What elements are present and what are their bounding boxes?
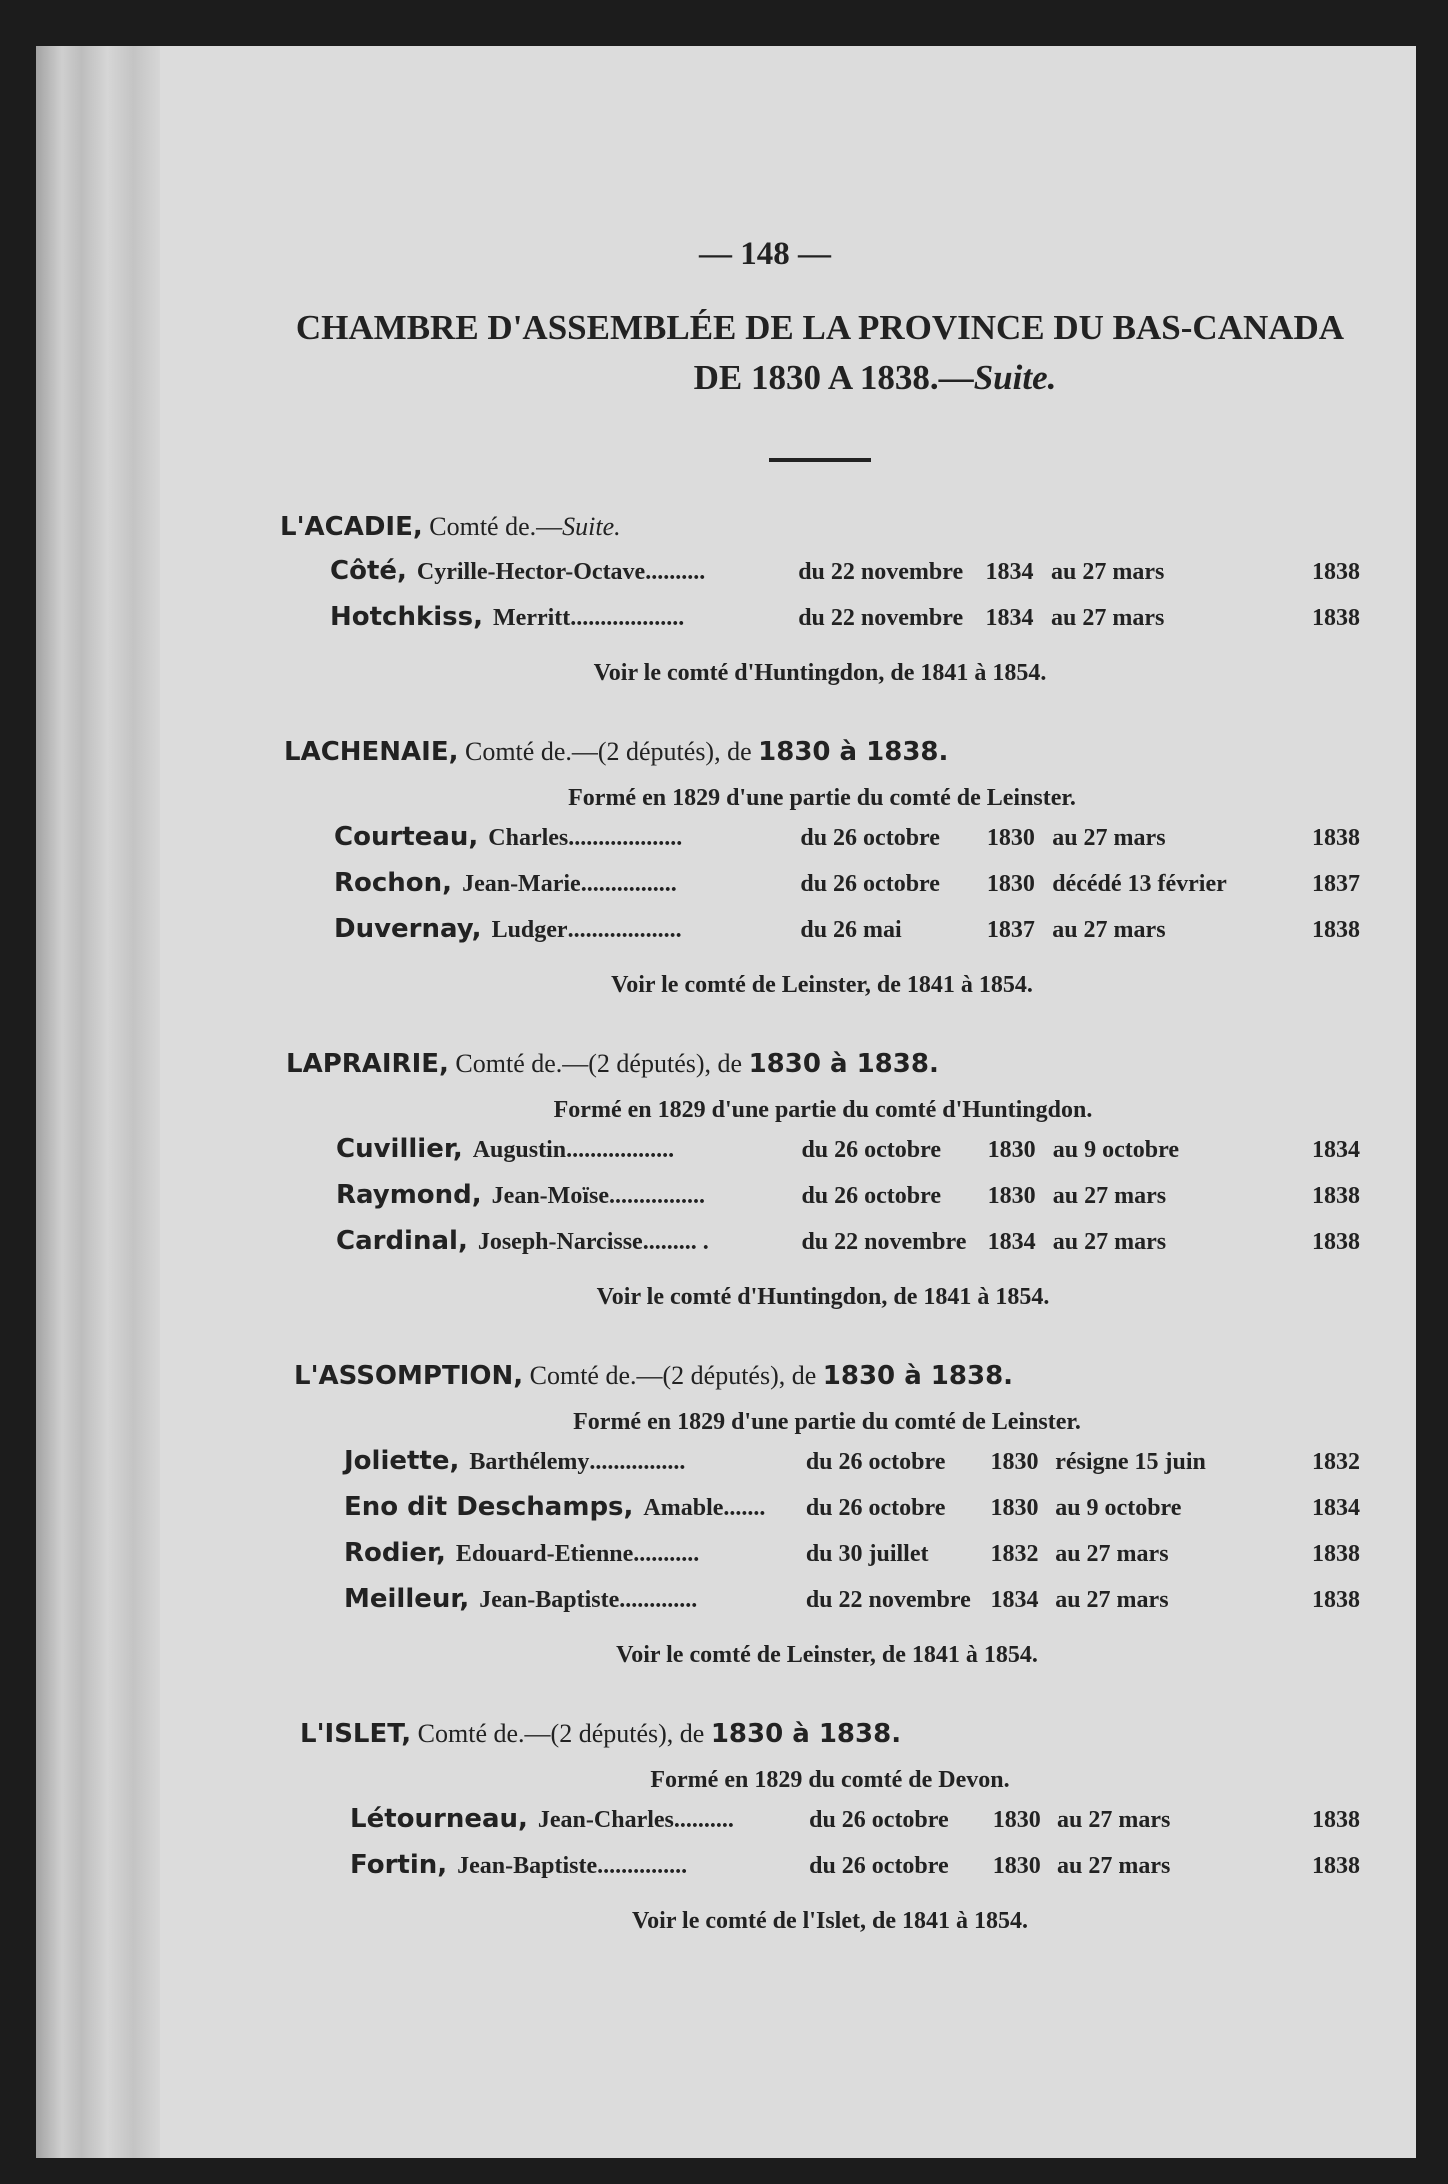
term-start-year: 1834 [985,559,1034,585]
member-given-name: Merritt [493,605,571,631]
page-title [280,303,1360,403]
member-row [294,1446,1360,1492]
leader-dots: ................... [567,917,682,943]
member-row [280,556,1360,602]
county-suffix: Comté de.—(2 députés), de [458,737,759,766]
member-name-cell [344,1584,806,1614]
member-surname: Duvernay, [334,914,482,944]
leader-dots: ................ [589,1449,686,1475]
county-heading [300,1719,1360,1749]
term-end: au 27 mars [1057,1807,1171,1833]
county-suffix: Comté de.—(2 députés), de [523,1361,823,1390]
formation-note: Formé en 1829 du comté de Devon. [650,1767,1010,1793]
member-row [284,914,1360,960]
term-end-year: 1838 [1312,1853,1360,1879]
member-name-cell [350,1850,809,1880]
term-end-year: 1837 [1312,871,1361,897]
county-suffix: Comté de.— [422,512,563,541]
book-page-edges [36,46,166,2158]
leader-dots: .......... [645,559,706,585]
term-end-year: 1834 [1312,1137,1360,1163]
member-list [286,1134,1360,1272]
member-row [300,1804,1360,1850]
term-end: résigne 15 juin [1055,1449,1206,1475]
member-row [286,1226,1360,1272]
term-start: du 22 novembre [798,559,964,585]
member-given-name: Augustin [472,1137,567,1163]
county-heading [286,1049,1360,1079]
page-number: — 148 — [699,236,831,272]
member-given-name: Jean-Baptiste [457,1853,598,1879]
member-given-name: Charles [488,825,569,851]
member-row [284,822,1360,868]
member-name-cell [334,914,800,944]
member-name-cell [334,868,800,898]
member-surname: Fortin, [350,1850,448,1880]
term-end-year: 1838 [1312,1807,1360,1833]
term-end: au 27 mars [1052,917,1166,943]
cross-reference: Voir le comté d'Huntingdon, de 1841 à 1854. [593,660,1047,686]
member-list [300,1804,1360,1896]
formation-note: Formé en 1829 d'une partie du comté de Leinster. [568,785,1076,811]
member-given-name: Amable [643,1495,724,1521]
term-end-year: 1838 [1312,605,1360,631]
county-suffix-italic: Suite. [562,512,621,541]
term-start: du 26 octobre [801,1137,942,1163]
term-end-year: 1838 [1312,825,1361,851]
term-start: du 26 octobre [805,1449,946,1475]
term-start-year: 1830 [990,1449,1039,1475]
leader-dots: ........... [633,1541,700,1567]
member-name-cell [334,822,800,852]
member-surname: Hotchkiss, [330,602,484,632]
term-start: du 30 juillet [805,1541,929,1567]
leader-dots: ................ [608,1183,705,1209]
member-given-name: Edouard-Etienne [455,1541,634,1567]
county-section [280,1719,1360,1935]
county-name: L'ASSOMPTION, [294,1361,524,1391]
county-years: 1830 à 1838. [822,1361,1014,1391]
term-start: du 26 octobre [809,1807,949,1833]
term-start-year: 1830 [987,1183,1036,1209]
member-surname: Meilleur, [344,1584,470,1614]
county-suffix: Comté de.—(2 députés), de [411,1719,711,1748]
member-row [294,1492,1360,1538]
term-end: décédé 13 février [1052,871,1227,897]
title-divider [769,458,871,462]
member-row [286,1134,1360,1180]
county-section [280,1361,1360,1669]
term-start-year: 1830 [992,1807,1041,1833]
member-surname: Létourneau, [350,1804,528,1834]
member-name-cell [350,1804,809,1834]
term-start-year: 1834 [990,1587,1039,1613]
member-given-name: Jean-Moïse [491,1183,609,1209]
term-end-year: 1838 [1312,1541,1360,1567]
county-name: LACHENAIE, [284,737,459,767]
leader-dots: ............. [619,1587,698,1613]
member-surname: Rodier, [344,1538,446,1568]
member-given-name: Joseph-Narcisse [477,1229,643,1255]
title-line-2-text: DE 1830 A 1838.— [693,358,974,397]
member-name-cell [330,556,798,586]
member-given-name: Cyrille-Hector-Octave [416,559,646,585]
leader-dots: .......... [673,1807,734,1833]
title-line-1: CHAMBRE D'ASSEMBLÉE DE LA PROVINCE DU BAS-CANADA [295,308,1345,347]
term-start: du 22 novembre [798,605,964,631]
cross-reference: Voir le comté d'Huntingdon, de 1841 à 1854. [596,1284,1050,1310]
member-row [280,602,1360,648]
term-start-year: 1830 [990,1495,1039,1521]
member-surname: Courteau, [334,822,479,852]
term-start: du 22 novembre [805,1587,971,1613]
term-end-year: 1838 [1312,1229,1360,1255]
county-heading [280,512,1360,542]
member-row [300,1850,1360,1896]
term-start: du 26 octobre [801,1183,942,1209]
term-end: au 27 mars [1051,559,1165,585]
term-start: du 26 octobre [805,1495,946,1521]
term-end-year: 1838 [1312,1587,1360,1613]
county-years: 1830 à 1838. [710,1719,902,1749]
member-surname: Cuvillier, [336,1134,463,1164]
term-end: au 27 mars [1055,1587,1169,1613]
term-start-year: 1830 [992,1853,1041,1879]
term-start-year: 1834 [987,1229,1036,1255]
term-end-year: 1838 [1312,917,1361,943]
term-start: du 26 octobre [800,871,940,897]
leader-dots: ............... [597,1853,688,1879]
member-list [280,556,1360,648]
title-suffix: Suite. [973,358,1057,397]
term-start: du 26 mai [800,917,902,943]
member-name-cell [336,1180,801,1210]
term-start-year: 1830 [987,1137,1036,1163]
leader-dots: ................... [568,825,683,851]
member-row [294,1584,1360,1630]
term-start-year: 1837 [986,917,1035,943]
formation-note: Formé en 1829 d'une partie du comté de Leinster. [573,1409,1081,1435]
member-name-cell [344,1538,806,1568]
member-surname: Eno dit Deschamps, [344,1492,634,1522]
member-surname: Cardinal, [336,1226,468,1256]
title-line-2 [280,353,1360,403]
term-end-year: 1834 [1312,1495,1360,1521]
term-start: du 22 novembre [801,1229,967,1255]
member-row [286,1180,1360,1226]
member-given-name: Ludger [491,917,568,943]
term-end: au 27 mars [1057,1853,1171,1879]
leader-dots: ......... . [642,1229,709,1255]
term-end: au 9 octobre [1055,1495,1182,1521]
member-name-cell [344,1492,806,1522]
term-start-year: 1834 [985,605,1034,631]
member-given-name: Jean-Marie [462,871,581,897]
member-surname: Rochon, [334,868,453,898]
cross-reference: Voir le comté de l'Islet, de 1841 à 1854. [632,1908,1028,1934]
member-name-cell [336,1226,801,1256]
member-given-name: Barthélemy [469,1449,590,1475]
term-end: au 27 mars [1051,605,1165,631]
county-list [280,512,1360,1935]
member-given-name: Jean-Baptiste [479,1587,620,1613]
member-row [284,868,1360,914]
county-suffix: Comté de.—(2 députés), de [448,1049,749,1078]
member-list [294,1446,1360,1630]
county-name: L'ACADIE, [280,512,423,542]
term-start-year: 1830 [986,825,1035,851]
term-end: au 9 octobre [1052,1137,1180,1163]
term-start-year: 1832 [990,1541,1039,1567]
term-end-year: 1838 [1312,559,1360,585]
leader-dots: .................. [566,1137,675,1163]
county-section [280,512,1360,687]
term-start: du 26 octobre [809,1853,949,1879]
member-surname: Raymond, [336,1180,482,1210]
member-name-cell [330,602,798,632]
term-start-year: 1830 [986,871,1035,897]
term-end: au 27 mars [1052,825,1166,851]
county-years: 1830 à 1838. [758,737,949,767]
county-heading [284,737,1360,767]
county-name: LAPRAIRIE, [286,1049,449,1079]
term-end: au 27 mars [1052,1183,1167,1209]
leader-dots: ................... [570,605,685,631]
cross-reference: Voir le comté de Leinster, de 1841 à 1854. [611,972,1033,998]
county-section [280,1049,1360,1311]
county-name: L'ISLET, [300,1719,412,1749]
term-end: au 27 mars [1055,1541,1169,1567]
county-years: 1830 à 1838. [748,1049,939,1079]
page-content [280,236,1360,1935]
member-name-cell [336,1134,801,1164]
member-given-name: Jean-Charles [537,1807,674,1833]
cross-reference: Voir le comté de Leinster, de 1841 à 1854. [616,1642,1038,1668]
member-row [294,1538,1360,1584]
member-surname: Joliette, [344,1446,460,1476]
member-surname: Côté, [330,556,407,586]
term-end: au 27 mars [1052,1229,1167,1255]
member-name-cell [344,1446,806,1476]
member-list [284,822,1360,960]
book-page [160,46,1416,2158]
term-end-year: 1832 [1312,1449,1360,1475]
county-heading [294,1361,1360,1391]
leader-dots: ....... [723,1495,766,1521]
leader-dots: ................ [580,871,677,897]
formation-note: Formé en 1829 d'une partie du comté d'Huntingdon. [553,1097,1093,1123]
term-end-year: 1838 [1312,1183,1360,1209]
county-section [280,737,1360,999]
term-start: du 26 octobre [800,825,940,851]
